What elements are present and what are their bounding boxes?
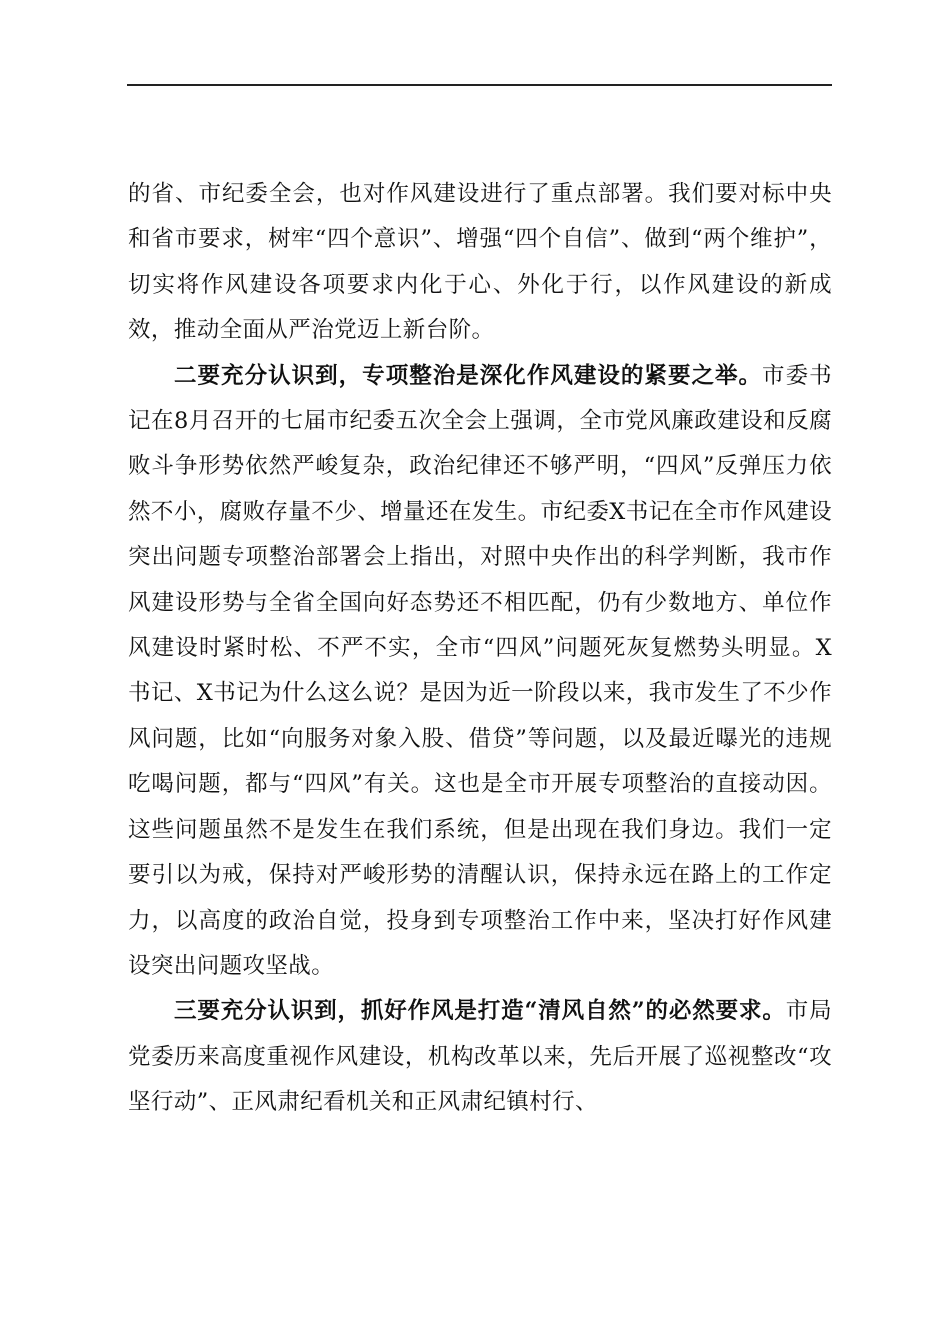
paragraph-3-heading: 三要充分认识到，抓好作风是打造“清风自然”的必然要求。 bbox=[174, 998, 786, 1025]
paragraph-2-text: 市委书记在8月召开的七届市纪委五次全会上强调，全市党风廉政建设和反腐败斗争形势依然严峻复杂，政治纪律还不够严明，“四风”反弹压力依然不小，腐败存量不少、增量还在发生。市纪委X书记在全市作风建设突出问题专项整治部署会上指出，对照中央作出的科学判断，我市作风建设形势与全省全国向好态势还不相匹配，仍有少数地方、单位作风建设时紧时松、不严不实，全市“四风”问题死灰复燃势头明显。X书记、X书记为什么这么说？是因为近一阶段以来，我市发生了不少作风问题，比如“向服务对象入股、借贷”等问题，以及最近曝光的违规吃喝问题，都与“四风”有关。这也是全市开展专项整治的直接动因。这些问题虽然不是发生在我们系统，但是出现在我们身边。我们一定要引以为戒，保持对严峻形势的清醒认识，保持永远在路上的工作定力，以高度的政治自觉，投身到专项整治工作中来，坚决打好作风建设突出问题攻坚战。 bbox=[128, 362, 832, 979]
document-body bbox=[128, 172, 832, 1126]
paragraph-1-text: 的省、市纪委全会，也对作风建设进行了重点部署。我们要对标中央和省市要求，树牢“四个意识”、增强“四个自信”、做到“两个维护”，切实将作风建设各项要求内化于心、外化于行，以作风建设的新成效，推动全面从严治党迈上新台阶。 bbox=[128, 181, 832, 344]
paragraph-2 bbox=[128, 354, 832, 990]
paragraph-1 bbox=[128, 172, 832, 354]
paragraph-3 bbox=[128, 989, 832, 1125]
paragraph-2-heading: 二要充分认识到，专项整治是深化作风建设的紧要之举。 bbox=[174, 362, 763, 389]
paragraph-3-text: 市局党委历来高度重视作风建设，机构改革以来，先后开展了巡视整改“攻坚行动”、正风肃纪看机关和正风肃纪镇村行、 bbox=[128, 998, 832, 1116]
header-rule bbox=[127, 84, 832, 86]
